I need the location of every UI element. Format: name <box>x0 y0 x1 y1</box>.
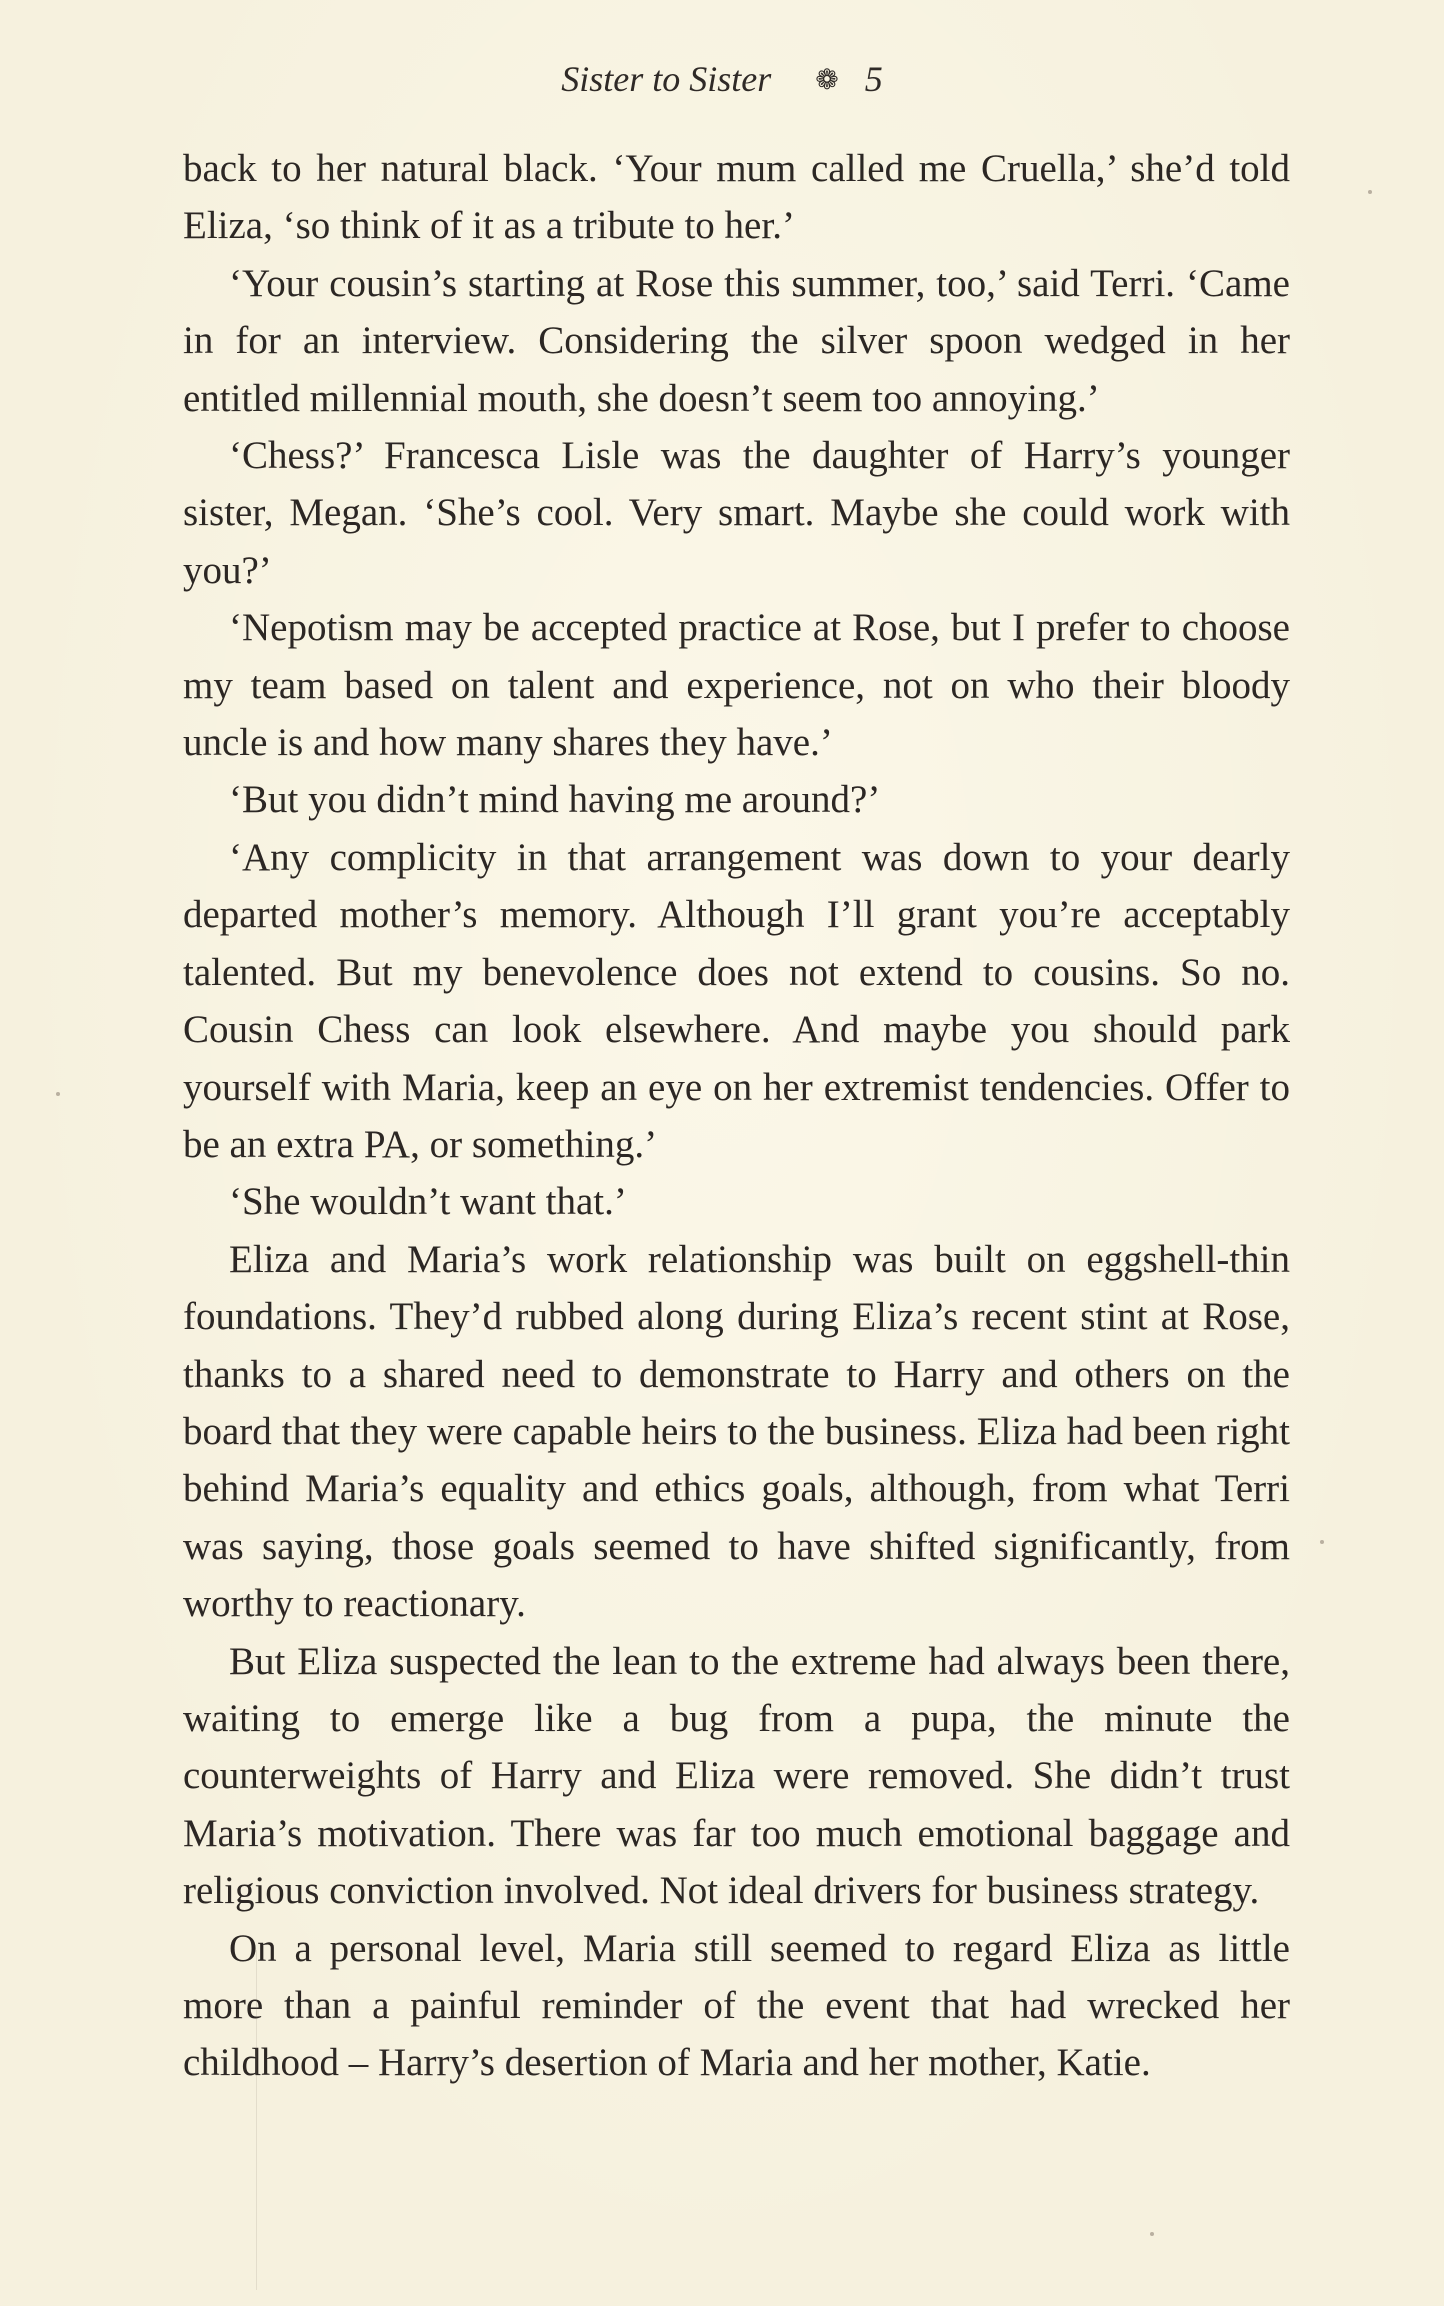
paragraph: back to her natural black. ‘Your mum called me Cruella,’ she’d told Eliza, ‘so think of it as a tribute to her.’ <box>183 147 1290 248</box>
running-title: Sister to Sister <box>561 59 772 99</box>
paragraph: ‘She wouldn’t want that.’ <box>229 1180 627 1224</box>
paragraph: ‘Any complicity in that arrangement was down to your dearly departed mother’s memory. Although I’ll grant you’re acceptably talented. But my benevolence does not extend to cousins. So no. Cousin Chess can look elsewhere. And maybe you should park yourself with Maria, keep an eye on her extremist tendencies. Offer to be an extra PA, or something.’ <box>183 835 1290 1166</box>
paper-speck <box>1320 1540 1324 1544</box>
paragraph: ‘But you didn’t mind having me around?’ <box>229 778 881 822</box>
paper-crease <box>256 1950 257 2290</box>
paper-speck <box>56 1092 60 1096</box>
paragraph: On a personal level, Maria still seemed to regard Eliza as little more than a painful reminder of the event that had wrecked her childhood – Harry’s desertion of Maria and her mother, Katie. <box>183 1926 1290 2085</box>
flower-ornament-icon: ❁ <box>815 65 839 96</box>
page-number: 5 <box>864 59 883 99</box>
paragraph: Eliza and Maria’s work relationship was built on eggshell-thin foundations. They’d rubbed along during Eliza’s recent stint at Rose, thanks to a shared need to demonstrate to Harry and others on the board that they were capable heirs to the business. Eliza had been right behind Maria’s equality and ethics goals, although, from what Terri was saying, those goals seemed to have shifted significantly, from worthy to reactionary. <box>183 1237 1290 1626</box>
paragraph: But Eliza suspected the lean to the extreme had always been there, waiting to emerge like a bug from a pupa, the minute the counterweights of Harry and Eliza were removed. She didn’t trust Maria’s motivation. There was far too much emotional baggage and religious conviction involved. Not ideal drivers for business strategy. <box>183 1639 1290 1913</box>
paper-speck <box>1368 190 1372 194</box>
paragraph: ‘Your cousin’s starting at Rose this summer, too,’ said Terri. ‘Came in for an interview. Considering the silver spoon wedged in her entitled millennial mouth, she doesn’t seem too annoying.’ <box>183 261 1290 420</box>
paper-speck <box>1150 2232 1154 2236</box>
paragraph: ‘Nepotism may be accepted practice at Rose, but I prefer to choose my team based on talent and experience, not on who their bloody uncle is and how many shares they have.’ <box>183 606 1290 765</box>
body-text <box>183 140 1290 2092</box>
paragraph: ‘Chess?’ Francesca Lisle was the daughter of Harry’s younger sister, Megan. ‘She’s cool. Very smart. Maybe she could work with you?’ <box>183 434 1290 592</box>
running-header <box>0 58 1444 100</box>
